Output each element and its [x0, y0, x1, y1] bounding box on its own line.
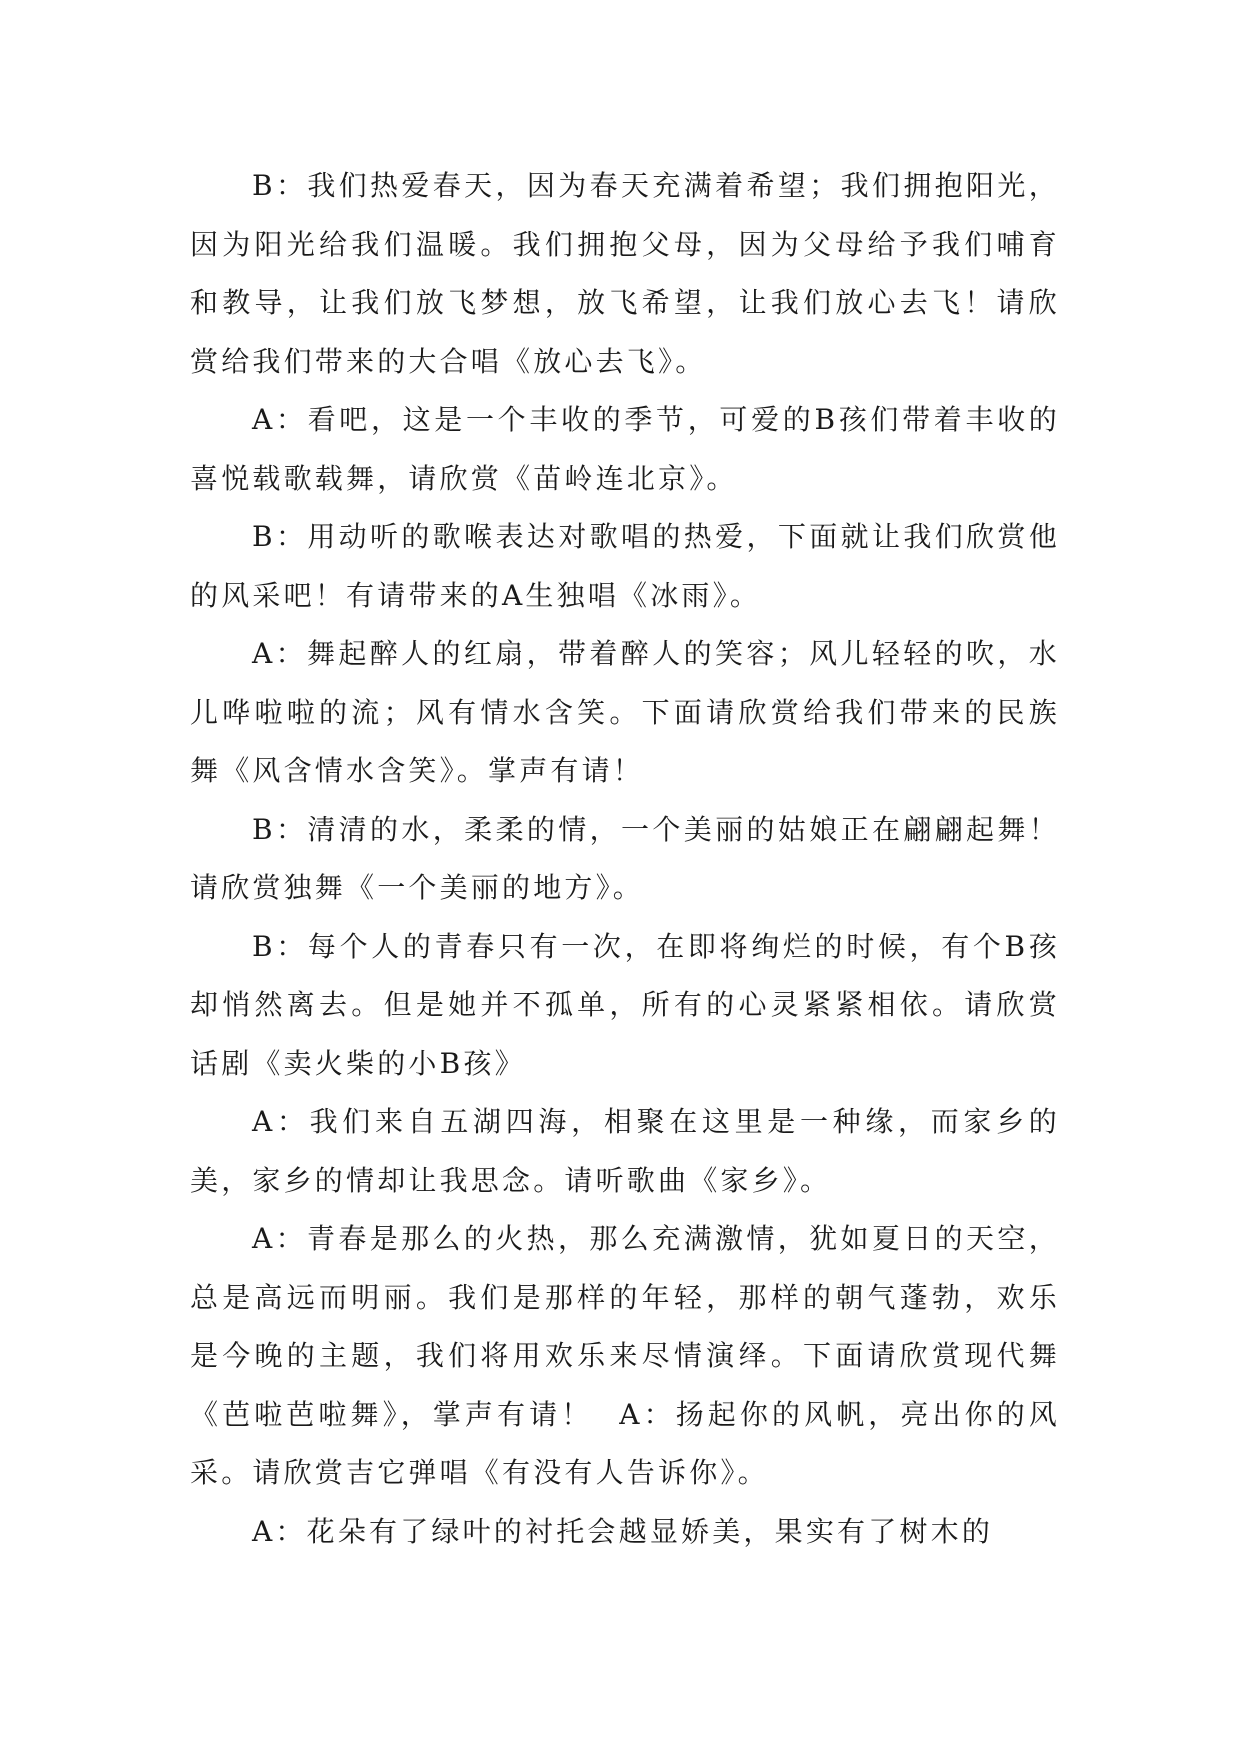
document-body — [190, 157, 1060, 1561]
paragraph-5: B：清清的水，柔柔的情，一个美丽的姑娘正在翩翩起舞！请欣赏独舞《一个美丽的地方》。 — [190, 812, 1060, 904]
paragraph-4: A：舞起醉人的红扇，带着醉人的笑容；风儿轻轻的吹，水儿哗啦啦的流；风有情水含笑。下面请欣赏给我们带来的民族舞《风含情水含笑》。掌声有请！ — [190, 637, 1060, 787]
paragraph-2: A：看吧，这是一个丰收的季节，可爱的B孩们带着丰收的喜悦载歌载舞，请欣赏《苗岭连北京》。 — [190, 403, 1060, 495]
paragraph-3: B：用动听的歌喉表达对歌唱的热爱，下面就让我们欣赏他的风采吧！有请带来的A生独唱《冰雨》。 — [190, 520, 1060, 612]
paragraph-1: B：我们热爱春天，因为春天充满着希望；我们拥抱阳光，因为阳光给我们温暖。我们拥抱父母，因为父母给予我们哺育和教导，让我们放飞梦想，放飞希望，让我们放心去飞！请欣赏给我们带来的大合唱《放心去飞》。 — [190, 169, 1060, 378]
paragraph-9: A：花朵有了绿叶的衬托会越显娇美，果实有了树木的 — [252, 1514, 994, 1548]
paragraph-8: A：青春是那么的火热，那么充满激情，犹如夏日的天空，总是高远而明丽。我们是那样的年轻，那样的朝气蓬勃，欢乐是今晚的主题，我们将用欢乐来尽情演绎。下面请欣赏现代舞《芭啦芭啦舞》，掌声有请！ A：扬起你的风帆，亮出你的风采。请欣赏吉它弹唱《有没有人告诉你》。 — [190, 1222, 1060, 1489]
paragraph-7: A：我们来自五湖四海，相聚在这里是一种缘，而家乡的美，家乡的情却让我思念。请听歌曲《家乡》。 — [190, 1105, 1060, 1197]
paragraph-6: B：每个人的青春只有一次，在即将绚烂的时候，有个B孩却悄然离去。但是她并不孤单，所有的心灵紧紧相依。请欣赏话剧《卖火柴的小B孩》 — [190, 929, 1060, 1080]
